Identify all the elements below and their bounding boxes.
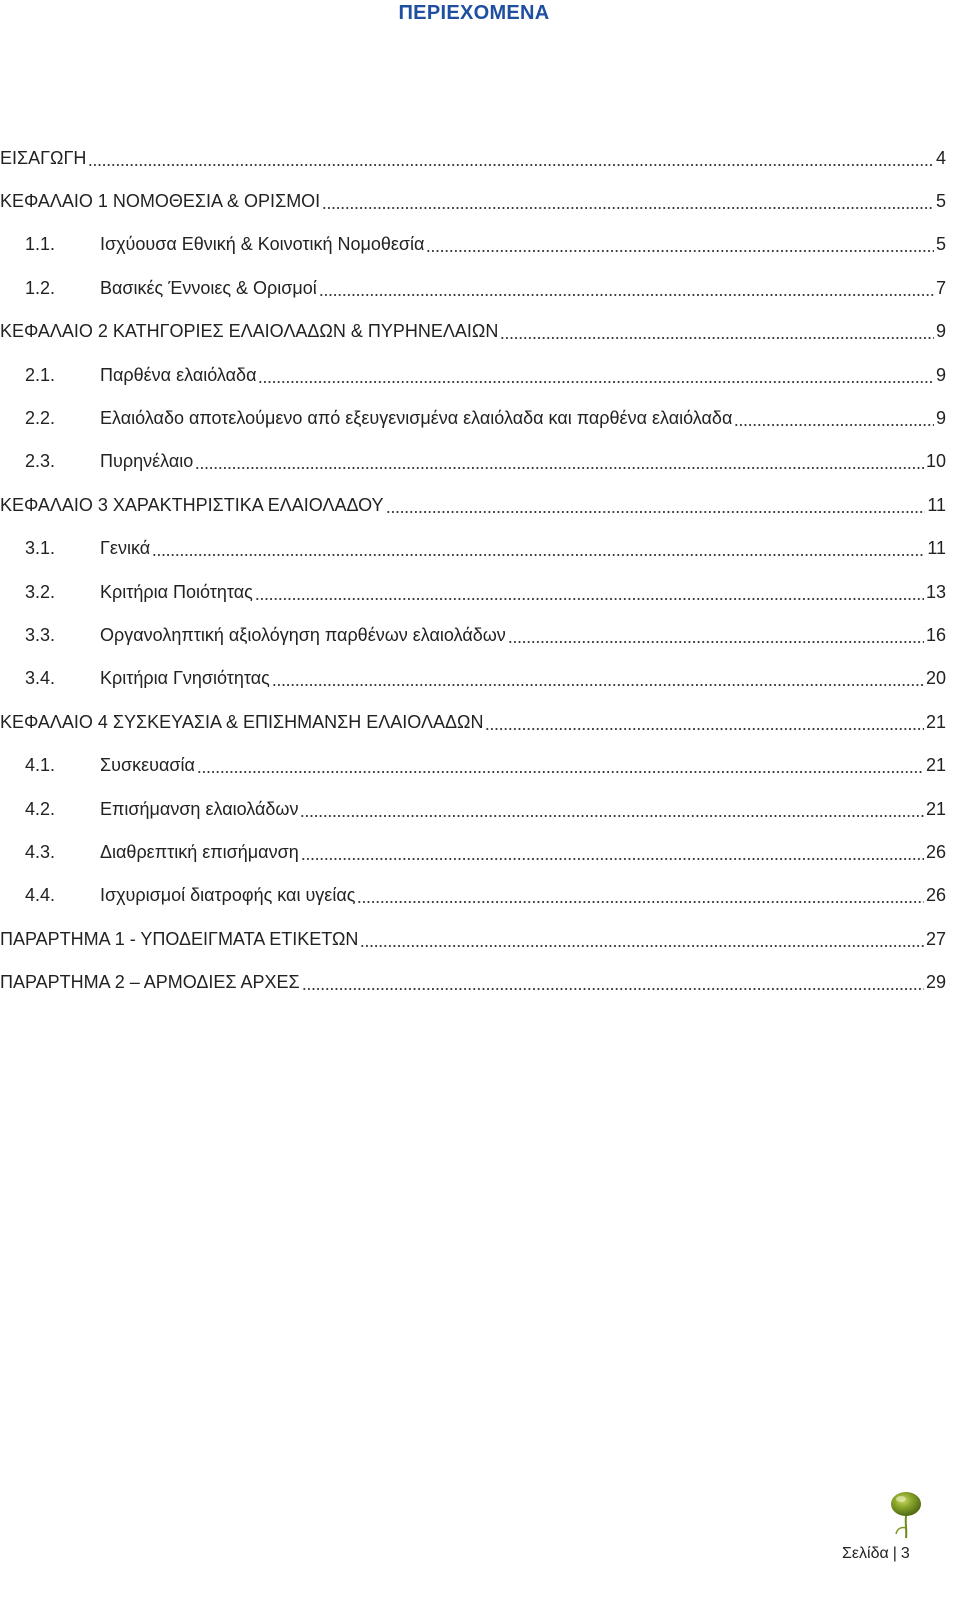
- toc-entry[interactable]: [0, 310, 946, 353]
- toc-entry-page: 11: [927, 538, 946, 559]
- toc-dot-leader: [195, 450, 924, 472]
- toc-entry-label: ΚΕΦΑΛΑΙΟ 4 ΣΥΣΚΕΥΑΣΙΑ & ΕΠΙΣΗΜΑΝΣΗ ΕΛΑΙΟΛΑΔΩΝ: [0, 711, 484, 732]
- toc-entry[interactable]: [0, 440, 946, 483]
- footer-page-number: 3: [900, 1545, 910, 1562]
- toc-entry-number: 3.1.: [25, 538, 56, 559]
- toc-entry-number: 1.1.: [25, 234, 56, 255]
- toc-dot-leader: [301, 841, 924, 863]
- toc-dot-leader: [258, 364, 934, 386]
- toc-entry-page: 11: [927, 494, 946, 515]
- toc-entry-page: 29: [925, 972, 946, 993]
- toc-entry[interactable]: [0, 266, 946, 309]
- toc-entry-label: Κριτήρια Γνησιότητας: [100, 668, 270, 689]
- toc-entry-number: 2.3.: [25, 451, 56, 472]
- toc-entry-label: Κριτήρια Ποιότητας: [100, 581, 253, 602]
- toc-entry-number: 4.1.: [25, 755, 56, 776]
- toc-dot-leader: [426, 233, 934, 255]
- toc-entry-label: Οργανοληπτική αξιολόγηση παρθένων ελαιολάδων: [100, 624, 506, 645]
- toc-entry-number: 2.2.: [25, 408, 56, 429]
- toc-entry-label: Συσκευασία: [100, 755, 195, 776]
- toc-entry-label: ΠΑΡΑΡΤΗΜΑ 1 - ΥΠΟΔΕΙΓΜΑΤΑ ΕΤΙΚΕΤΩΝ: [0, 928, 359, 949]
- olive-icon: [886, 1488, 926, 1540]
- toc-entry[interactable]: [0, 743, 946, 786]
- toc-dot-leader: [322, 190, 934, 212]
- toc-dot-leader: [255, 581, 924, 603]
- toc-entry-label: Ελαιόλαδο αποτελούμενο από εξευγενισμένα ελαιόλαδα και παρθένα ελαιόλαδα: [100, 408, 733, 429]
- toc-dot-leader: [272, 667, 924, 689]
- toc-entry[interactable]: [0, 223, 946, 266]
- toc-dot-leader: [357, 884, 924, 906]
- toc-entry-page: 21: [925, 798, 946, 819]
- toc-entry-page: 10: [925, 451, 946, 472]
- toc-entry-label: ΚΕΦΑΛΑΙΟ 1 ΝΟΜΟΘΕΣΙΑ & ΟΡΙΣΜΟΙ: [0, 191, 321, 212]
- toc-entry[interactable]: [0, 613, 946, 656]
- toc-dot-leader: [360, 928, 924, 950]
- toc-dot-leader: [485, 711, 923, 733]
- toc-entry-label: Ισχύουσα Εθνική & Κοινοτική Νομοθεσία: [100, 234, 425, 255]
- page-title: ΠΕΡΙΕΧΟΜΕΝΑ: [398, 2, 550, 24]
- toc-entry-label: ΕΙΣΑΓΩΓΗ: [0, 147, 87, 168]
- page-footer: [842, 1545, 910, 1563]
- toc-entry-page: 4: [935, 147, 946, 168]
- toc-dot-leader: [508, 624, 924, 646]
- toc-entry-number: 4.4.: [25, 885, 56, 906]
- toc-entry[interactable]: [0, 136, 946, 179]
- toc-dot-leader: [300, 798, 923, 820]
- toc-entry-number: 3.3.: [25, 624, 56, 645]
- toc-entry-label: ΚΕΦΑΛΑΙΟ 3 ΧΑΡΑΚΤΗΡΙΣΤΙΚΑ ΕΛΑΙΟΛΑΔΟΥ: [0, 494, 384, 515]
- toc-entry-label: Διαθρεπτική επισήμανση: [100, 841, 299, 862]
- toc-dot-leader: [152, 537, 925, 559]
- toc-dot-leader: [197, 754, 924, 776]
- toc-entry[interactable]: [0, 830, 946, 873]
- footer-separator: |: [892, 1545, 897, 1562]
- toc-entry[interactable]: [0, 179, 946, 222]
- toc-entry[interactable]: [0, 353, 946, 396]
- toc-entry[interactable]: [0, 657, 946, 700]
- toc-entry-page: 16: [925, 624, 946, 645]
- toc-entry-page: 9: [935, 408, 946, 429]
- toc-entry-page: 21: [925, 755, 946, 776]
- toc-entry-page: 9: [935, 321, 946, 342]
- toc-entry-page: 26: [925, 885, 946, 906]
- toc-entry-page: 7: [935, 277, 946, 298]
- toc-entry-label: Πυρηνέλαιο: [100, 451, 194, 472]
- toc-entry-label: Επισήμανση ελαιολάδων: [100, 798, 299, 819]
- toc-entry-page: 5: [935, 191, 946, 212]
- toc-entry-page: 5: [935, 234, 946, 255]
- toc-dot-leader: [88, 147, 934, 169]
- toc-entry-label: ΚΕΦΑΛΑΙΟ 2 ΚΑΤΗΓΟΡΙΕΣ ΕΛΑΙΟΛΑΔΩΝ & ΠΥΡΗΝΕΛΑΙΩΝ: [0, 321, 499, 342]
- toc-entry[interactable]: [0, 917, 946, 960]
- toc-entry[interactable]: [0, 874, 946, 917]
- footer-page-word: Σελίδα: [842, 1545, 889, 1562]
- toc-entry-label: Βασικές Έννοιες & Ορισμοί: [100, 277, 317, 298]
- toc-entry-page: 9: [935, 364, 946, 385]
- toc-entry[interactable]: [0, 570, 946, 613]
- toc-entry[interactable]: [0, 483, 946, 526]
- toc-entry-number: 4.2.: [25, 798, 56, 819]
- toc-dot-leader: [500, 320, 934, 342]
- toc-entry[interactable]: [0, 960, 946, 1003]
- toc-entry-label: Παρθένα ελαιόλαδα: [100, 364, 257, 385]
- toc-entry-number: 2.1.: [25, 364, 56, 385]
- toc-entry[interactable]: [0, 700, 946, 743]
- toc-entry-number: 1.2.: [25, 277, 56, 298]
- toc-dot-leader: [386, 494, 926, 516]
- toc-entry-label: Γενικά: [100, 538, 151, 559]
- table-of-contents: [0, 136, 946, 1004]
- toc-entry-label: Ισχυρισμοί διατροφής και υγείας: [100, 885, 356, 906]
- toc-entry-page: 13: [925, 581, 946, 602]
- toc-entry-page: 20: [925, 668, 946, 689]
- toc-dot-leader: [734, 407, 934, 429]
- toc-entry-number: 4.3.: [25, 841, 56, 862]
- toc-entry-page: 21: [925, 711, 946, 732]
- toc-entry-page: 27: [925, 928, 946, 949]
- toc-entry[interactable]: [0, 527, 946, 570]
- toc-entry-label: ΠΑΡΑΡΤΗΜΑ 2 – ΑΡΜΟΔΙΕΣ ΑΡΧΕΣ: [0, 972, 300, 993]
- toc-dot-leader: [302, 971, 924, 993]
- toc-dot-leader: [319, 277, 934, 299]
- toc-entry-number: 3.4.: [25, 668, 56, 689]
- toc-entry-number: 3.2.: [25, 581, 56, 602]
- toc-entry[interactable]: [0, 787, 946, 830]
- toc-entry[interactable]: [0, 396, 946, 439]
- toc-entry-page: 26: [925, 841, 946, 862]
